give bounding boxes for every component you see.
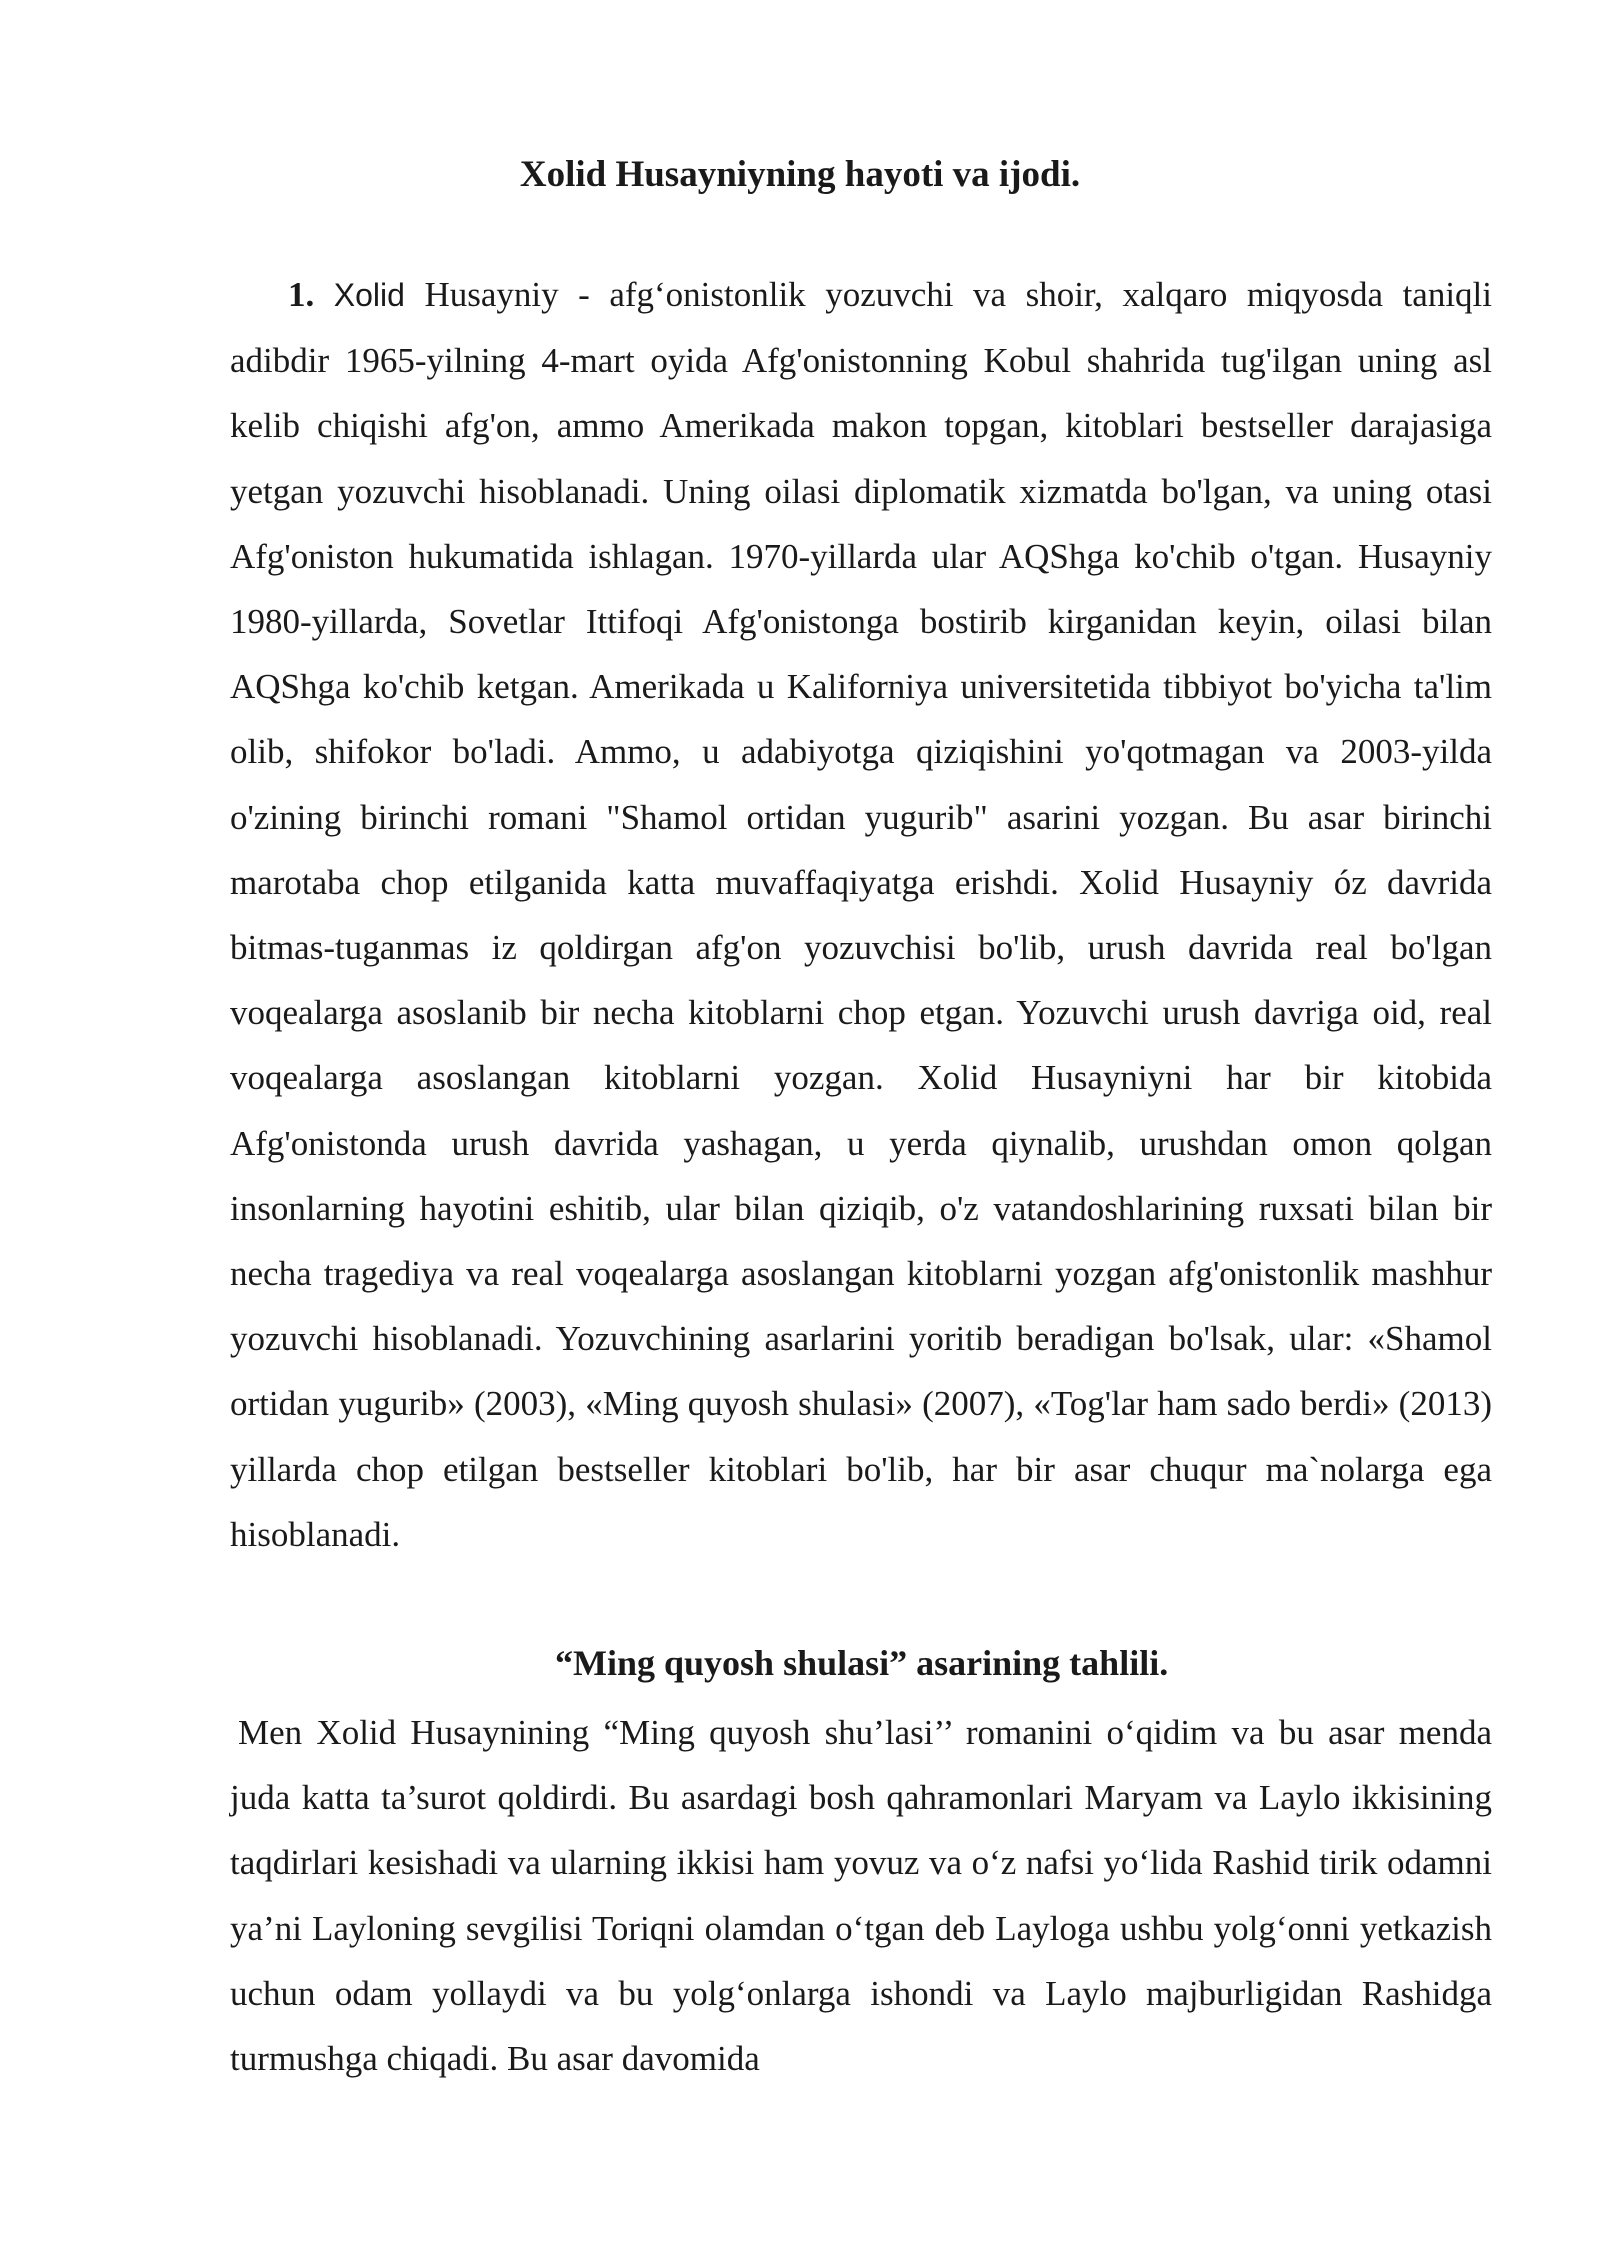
biography-paragraph <box>230 262 1492 1567</box>
page-title: Xolid Husayniyning hayoti va ijodi. <box>519 154 1081 195</box>
analysis-paragraph: Men Xolid Husaynining “Ming quyosh shu’lasi’’ romanini o‘qidim va bu asar menda juda katta ta’surot qoldirdi. Bu asardagi bosh qahramonlari Maryam va Laylo ikkisining taqdirlari kesishadi va ularning ikkisi ham yovuz va o‘z nafsi yo‘lida Rashid tirik odamni ya’ni Layloning sevgilisi Toriqni olamdan o‘tgan deb Layloga ushbu yolg‘onni yetkazish uchun odam yollaydi va bu yolg‘onlarga ishondi va Laylo majburligidan Rashidga turmushga chiqadi. Bu asar davomida <box>230 1713 1492 2079</box>
first-word: Xolid <box>333 277 405 313</box>
biography-text: Husayniy - afg‘onistonlik yozuvchi va shoir, xalqaro miqyosda taniqli adibdir 1965-yilning 4-mart oyida Afg'onistonning Kobul shahrida tug'ilgan uning asl kelib chiqishi afg'on, ammo Amerikada makon topgan, kitoblari bestseller darajasiga yetgan yozuvchi hisoblanadi. Uning oilasi diplomatik xizmatda bo'lgan, va uning otasi Afg'oniston hukumatida ishlagan. 1970-yillarda ular AQShga ko'chib o'tgan. Husayniy 1980-yillarda, Sovetlar Ittifoqi Afg'onistonga bostirib kirganidan keyin, oilasi bilan AQShga ko'chib ketgan. Amerikada u Kaliforniya universitetida tibbiyot bo'yicha ta'lim olib, shifokor bo'ladi. Ammo, u adabiyotga qiziqishini yo'qotmagan va 2003-yilda o'zining birinchi romani "Shamol ortidan yugurib" asarini yozgan. Bu asar birinchi marotaba chop etilganida katta muvaffaqiyatga erishdi. Xolid Husayniy óz davrida bitmas-tuganmas iz qoldirgan afg'on yozuvchisi bo'lib, urush davrida real bo'lgan voqealarga asoslanib bir necha kitoblarni chop etgan. Yozuvchi urush davriga oid, real voqealarga asoslangan kitoblarni yozgan. Xolid Husayniyni har bir kitobida Afg'onistonda urush davrida yashagan, u yerda qiynalib, urushdan omon qolgan insonlarning hayotini eshitib, ular bilan qiziqib, o'z vatandoshlarining ruxsati bilan bir necha tragediya va real voqealarga asoslangan kitoblarni yozgan afg'onistonlik mashhur yozuvchi hisoblanadi. Yozuvchining asarlarini yoritib beradigan bo'lsak, ular: «Shamol ortidan yugurib» (2003), «Ming quyosh shulasi» (2007), «Tog'lar ham sado berdi» (2013) yillarda chop etilgan bestseller kitoblari bo'lib, har bir asar chuqur ma`nolarga ega hisoblanadi. <box>230 275 1492 1554</box>
section-heading: “Ming quyosh shulasi” asarining tahlili. <box>555 1643 1169 1683</box>
section-number: 1. <box>288 275 315 314</box>
